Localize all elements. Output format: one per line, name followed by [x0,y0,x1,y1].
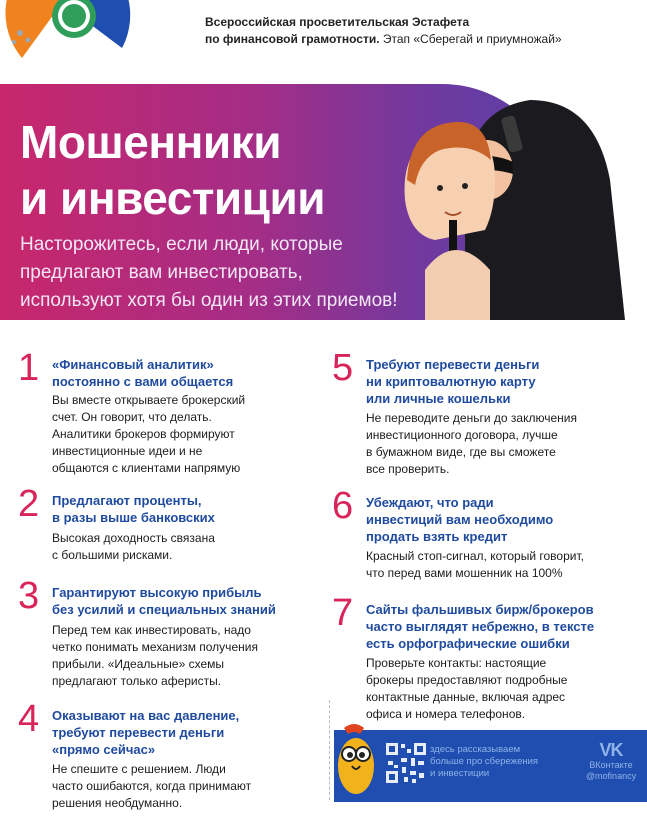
tip-item-6 [332,485,642,584]
tip-title-line: часто выглядят небрежно, в тексте [366,619,595,634]
tip-body-line: Вы вместе открываете брокерский [52,393,246,407]
tip-body [52,622,258,690]
tip-body-line: Не спешите с решением. Люди [52,762,226,776]
tip-title-line: Оказывают на вас давление, [52,708,240,723]
tip-body-line: в бумажном виде, где вы сможете [366,445,556,459]
tip-body-line: часто ошибаются, когда принимают [52,779,252,793]
hero-subtitle-line1: Насторожитесь, если люди, которые [20,234,343,255]
header-line2 [205,31,635,48]
tip-body [52,761,251,812]
tip-item-2 [18,483,318,572]
tip-body [366,410,577,478]
tip-number: 6 [332,485,354,527]
tip-body-line: Красный стоп-сигнал, который говорит, [366,549,584,563]
tip-title-line: или личные кошельки [366,391,511,406]
header-text [205,14,635,48]
tip-item-1 [18,347,318,476]
tip-item-3 [18,575,318,694]
tip-body-line: Перед тем как инвестировать, надо [52,623,251,637]
tip-number: 5 [332,347,354,389]
tip-title-line: Требуют перевести деньги [366,357,540,372]
tip-item-5 [332,347,642,476]
promo-text-line: и инвестиции [430,768,490,779]
tip-body-line: что перед вами мошенник на 100% [366,566,563,580]
tip-body-line: офиса и номера телефонов. [366,707,526,721]
tip-title-line: без усилий и специальных знаний [52,602,276,617]
tip-title-line: инвестиций вам необходимо [366,512,554,527]
tip-title [52,707,239,758]
tip-title-line: Сайты фальшивых бирж/брокеров [366,602,594,617]
divider [329,700,331,800]
hero-title-line2: и инвестиции [20,172,325,224]
tip-title-line: Убеждают, что ради [366,495,494,510]
relay-logo [0,0,162,78]
tip-body-line: предлагают только аферисты. [52,674,222,688]
header-line1: Всероссийская просветительская Эстафета [205,15,470,29]
hero-title [20,114,440,226]
hero-title-line1: Мошенники [20,116,281,168]
tip-title [52,492,215,526]
tip-body [52,392,245,477]
hero-subtitle-line2: предлагают вам инвестировать, [20,262,303,283]
hero-subtitle-line3: используют хотя бы один из этих приемов! [20,290,398,311]
tip-title-line: продать взять кредит [366,529,508,544]
tip-number: 3 [18,575,40,617]
tip-title-line: Предлагают проценты, [52,493,202,508]
tip-body-line: инвестиционные идеи и не [52,444,203,458]
tip-body-line: брокеры предоставляют подробные [366,673,568,687]
tip-body-line: все проверить. [366,462,450,476]
tip-body-line: счет. Он говорит, что делать. [52,410,212,424]
tip-body-line: контактные данные, включая адрес [366,690,566,704]
tip-number: 7 [332,592,354,634]
tip-body-line: решения необдуманно. [52,796,183,810]
header-line2-rest: Этап «Сберегай и приумножай» [379,32,562,46]
hero-subtitle [20,231,490,315]
qr-code-icon[interactable] [384,741,428,785]
promo-banner[interactable] [334,730,647,802]
tip-body [366,548,584,582]
vk-label: ВКонтакте [589,760,633,770]
promo-text-line: здесь рассказываем [430,744,521,755]
tip-number: 1 [18,347,40,389]
tip-body-line: четко понимать механизм получения [52,640,258,654]
tip-title-line: «прямо сейчас» [52,742,156,757]
tip-title [366,601,594,652]
owl-mascot-icon [334,722,382,802]
tip-title [366,356,539,407]
vk-link[interactable] [578,740,644,782]
tip-title-line: требуют перевести деньги [52,725,225,740]
tip-body-line: прибыли. «Идеальные» схемы [52,657,224,671]
promo-text-line: больше про сбережения [430,756,539,767]
tip-body-line: Аналитики брокеров формируют [52,427,235,441]
tip-title [52,584,276,618]
tip-title [52,356,233,390]
vk-handle: @mofinancy [585,771,637,781]
tip-item-4 [18,698,318,817]
tip-number: 2 [18,483,40,525]
tip-title-line: «Финансовый аналитик» [52,357,214,372]
tip-body-line: с большими рисками. [52,548,173,562]
tip-title-line: Гарантируют высокую прибыль [52,585,262,600]
vk-icon: VK [599,740,623,760]
header-line2-bold: по финансовой грамотности. [205,32,380,46]
tip-body [366,655,567,723]
tip-title-line: в разы выше банковских [52,510,215,525]
hero-banner [0,84,647,320]
tip-body-line: Высокая доходность связана [52,531,215,545]
promo-text [430,744,550,780]
tip-body-line: общаются с клиентами напрямую [52,461,241,475]
tip-item-7 [332,592,642,721]
tip-body-line: инвестиционного договора, лучше [366,428,558,442]
tip-title-line: ни криптовалютную карту [366,374,536,389]
tip-title [366,494,553,545]
tip-title-line: есть орфографические ошибки [366,636,570,651]
tip-title-line: постоянно с вами общается [52,374,234,389]
tip-body-line: Проверьте контакты: настоящие [366,656,547,670]
tip-number: 4 [18,698,40,740]
tip-body [52,530,215,564]
tip-body-line: Не переводите деньги до заключения [366,411,577,425]
